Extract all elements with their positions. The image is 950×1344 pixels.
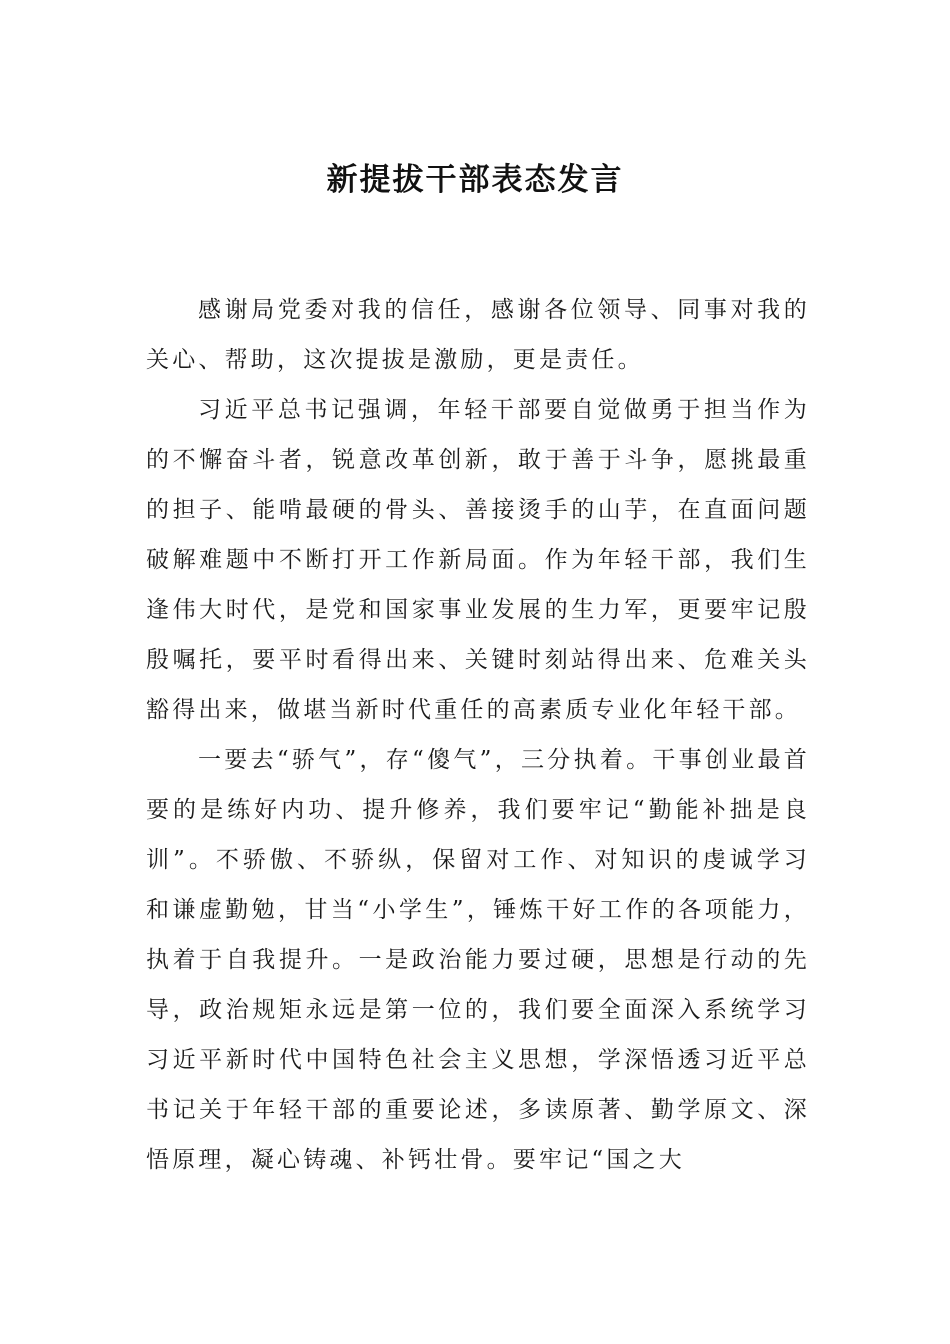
paragraph-2: 习近平总书记强调，年轻干部要自觉做勇于担当作为的不懈奋斗者，锐意改革创新，敢于善于斗争，愿挑最重的担子、能啃最硬的骨头、善接烫手的山芋，在直面问题破解难题中不断打开工作新局面。作为年轻干部，我们生逢伟大时代，是党和国家事业发展的生力军，更要牢记殷殷嘱托，要平时看得出来、关键时刻站得出来、危难关头豁得出来，做堪当新时代重任的高素质专业化年轻干部。 (146, 397, 810, 723)
paragraph-1: 感谢局党委对我的信任，感谢各位领导、同事对我的关心、帮助，这次提拔是激励，更是责任。 (146, 297, 810, 373)
document-title: 新提拔干部表态发言 (326, 162, 624, 198)
document-body (146, 285, 810, 1185)
paragraph-3: 一要去“骄气”，存“傻气”，三分执着。干事创业最首要的是练好内功、提升修养，我们要牢记“勤能补拙是良训”。不骄傲、不骄纵，保留对工作、对知识的虔诚学习和谦虚勤勉，甘当“小学生”，锤炼干好工作的各项能力，执着于自我提升。一是政治能力要过硬，思想是行动的先导，政治规矩永远是第一位的，我们要全面深入系统学习习近平新时代中国特色社会主义思想，学深悟透习近平总书记关于年轻干部的重要论述，多读原著、勤学原文、深悟原理，凝心铸魂、补钙壮骨。要牢记“国之大 (146, 747, 810, 1173)
